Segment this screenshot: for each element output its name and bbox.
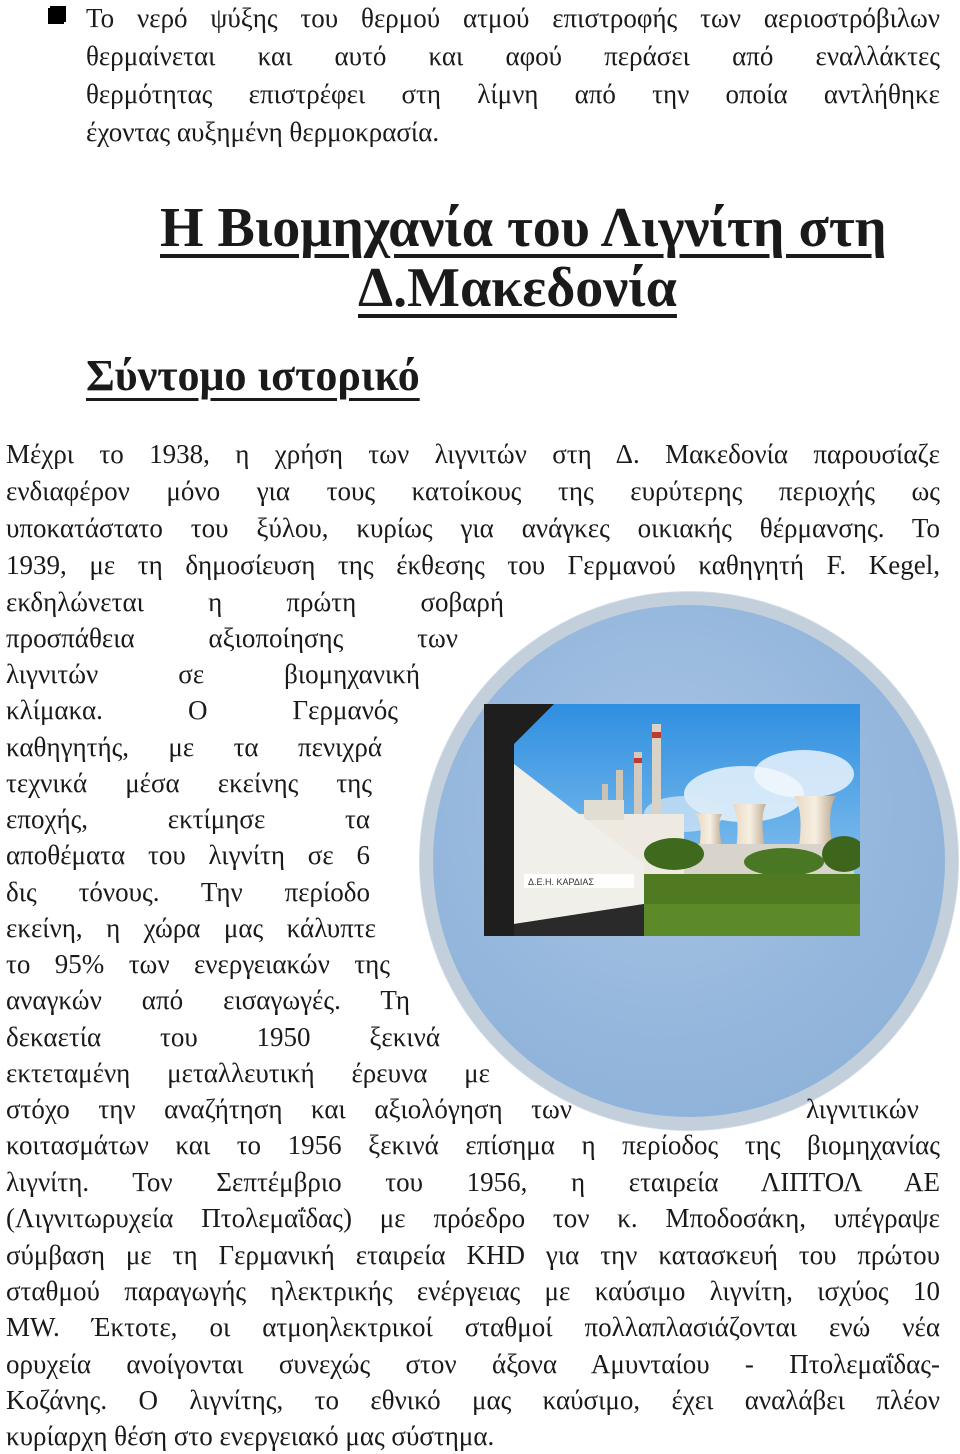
body-line: σύμβαση με τη Γερμανική εταιρεία KHD για την κατασκευή του πρώτου: [6, 1240, 940, 1270]
body-line: προσπάθεια αξιοποίησης των: [6, 623, 458, 653]
body-line: (Λιγνιτωρυχεία Πτολεμαΐδας) με πρόεδρο τον κ. Μποδοσάκη, υπέγραψε: [6, 1203, 940, 1233]
bullet-line: θερμαίνεται και αυτό και αφού περάσει από εναλλάκτες: [86, 41, 940, 71]
body-line: MW. Έκτοτε, οι ατμοηλεκτρικοί σταθμοί πολλαπλασιάζονται ενώ νέα: [6, 1312, 940, 1342]
body-line: λιγνιτών σε βιομηχανική: [6, 659, 420, 689]
body-line: κλίμακα. Ο Γερμανός: [6, 695, 398, 725]
body-line: δεκαετία του 1950 ξεκινά: [6, 1022, 440, 1052]
power-plant-photo: [484, 704, 860, 936]
body-line: το 95% των ενεργειακών της: [6, 949, 390, 979]
body-line: 1939, με τη δημοσίευση της έκθεσης του Γερμανού καθηγητή F. Kegel,: [6, 550, 940, 580]
body-line: κυρίαρχη θέση στο ενεργειακό μας σύστημα.: [6, 1421, 495, 1451]
body-line: σταθμού παραγωγής ηλεκτρικής ενέργειας με καύσιμο λιγνίτη, ισχύος 10: [6, 1276, 940, 1306]
sign-text: Δ.Ε.Η. ΚΑΡΔΙΑΣ: [528, 877, 594, 887]
section-heading: Σύντομο ιστορικό: [86, 351, 420, 400]
body-line: αποθέματα του λιγνίτη σε 6: [6, 840, 370, 870]
body-line: ενδιαφέρον μόνο για τους κατοίκους της ευρύτερης περιοχής ως: [6, 476, 940, 506]
body-line: ορυχεία ανοίγονται συνεχώς στον άξονα Αμυνταίου - Πτολεμαΐδας-: [6, 1349, 940, 1379]
body-line: τεχνικά μέσα εκείνης της: [6, 768, 372, 798]
body-line: δις τόνους. Την περίοδο: [6, 877, 370, 907]
body-line: κοιτασμάτων και το 1956 ξεκινά επίσημα η περίοδος της βιομηχανίας: [6, 1130, 940, 1160]
body-line: Μέχρι το 1938, η χρήση των λιγνιτών στη Δ. Μακεδονία παρουσίαζε: [6, 439, 940, 469]
body-line: εκείνη, η χώρα μας κάλυπτε: [6, 913, 376, 943]
page-title-line-2: Δ.Μακεδονία: [358, 257, 677, 319]
body-line: υποκατάστατο του ξύλου, κυρίως για ανάγκες οικιακής θέρμανσης. Το: [6, 513, 940, 543]
body-line: εκδηλώνεται η πρώτη σοβαρή: [6, 587, 504, 617]
body-line: αναγκών από εισαγωγές. Τη: [6, 985, 410, 1015]
bullet-line: θερμότητας επιστρέφει στη λίμνη από την οποία αντλήθηκε: [86, 79, 940, 109]
bullet-line: Το νερό ψύξης του θερμού ατμού επιστροφής των αεριοστρόβιλων: [86, 3, 940, 33]
page-title-line-1: Η Βιομηχανία του Λιγνίτη στη: [160, 197, 887, 259]
body-line: Κοζάνης. Ο λιγνίτης, το εθνικό μας καύσιμο, έχει αναλάβει πλέον: [6, 1385, 940, 1415]
square-bullet-icon: [50, 6, 66, 22]
body-line: λιγνίτη. Τον Σεπτέμβριο του 1956, η εταιρεία ΛΙΠΤΟΛ ΑΕ: [6, 1167, 940, 1197]
body-line: λιγνιτικών: [806, 1094, 919, 1124]
body-line: καθηγητής, με τα πενιχρά: [6, 732, 382, 762]
body-line: εποχής, εκτίμησε τα: [6, 804, 370, 834]
bullet-line: έχοντας αυξημένη θερμοκρασία.: [86, 117, 440, 147]
body-line: εκτεταμένη μεταλλευτική έρευνα με: [6, 1058, 490, 1088]
body-line: στόχο την αναζήτηση και αξιολόγηση των: [6, 1094, 572, 1124]
